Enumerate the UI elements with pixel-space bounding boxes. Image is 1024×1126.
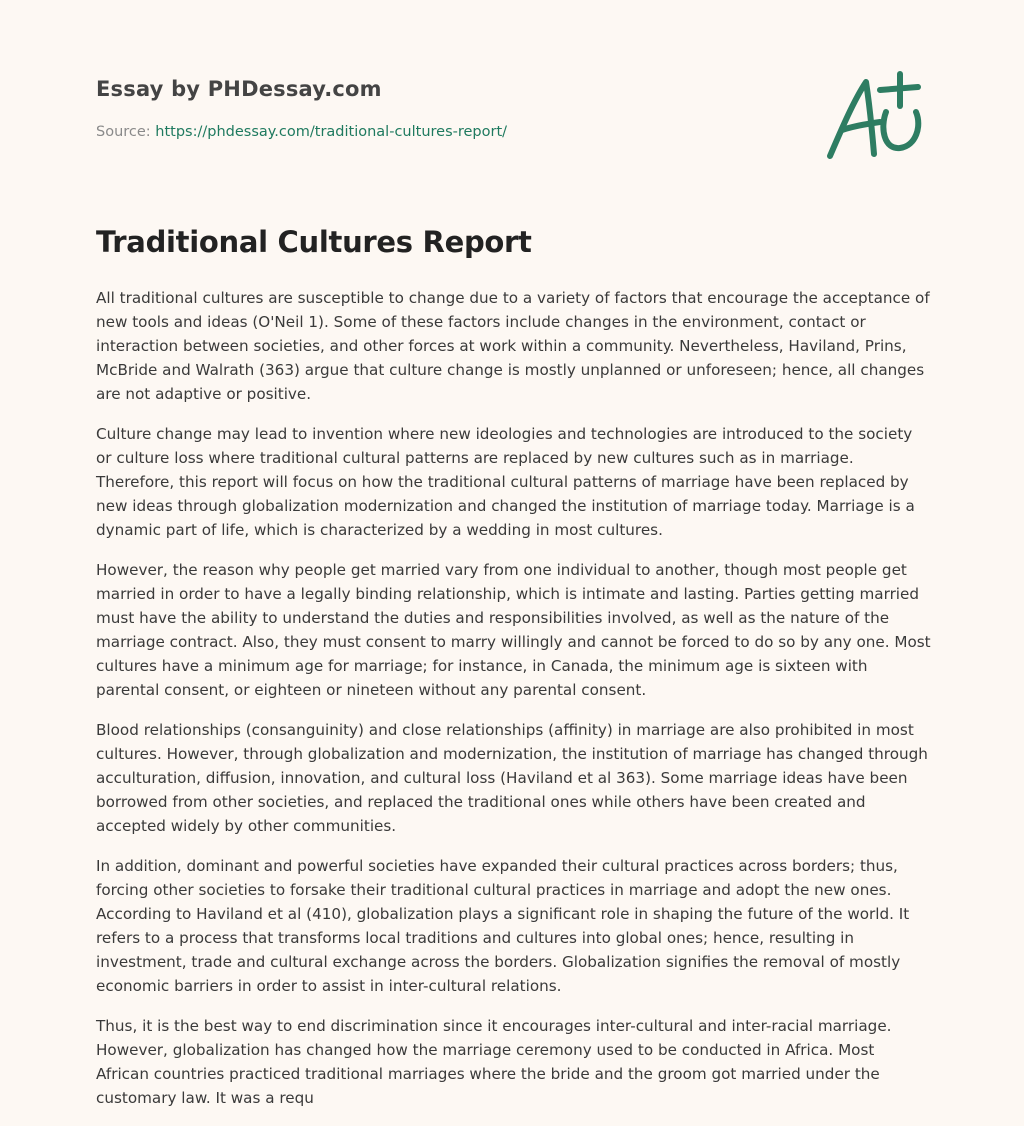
- essay-paragraph: Thus, it is the best way to end discrimination since it encourages inter-cultural and inter-racial marriage. However, globalization has changed how the marriage ceremony used to be conducted in Africa. Most African countries practiced traditional marriages where the bride and the groom got married under the customary law. It was a requ: [96, 1017, 892, 1107]
- source-link[interactable]: https://phdessay.com/traditional-cultures-report/: [155, 124, 508, 140]
- essay-paragraph: All traditional cultures are susceptible to change due to a variety of factors that encourage the acceptance of new tools and ideas (O'Neil 1). Some of these factors include changes in the environment, contact or interaction between societies, and other forces at work within a community. Nevertheless, Haviland, Prins, McBride and Walrath (363) argue that culture change is mostly unplanned or unforeseen; hence, all changes are not adaptive or positive.: [96, 289, 930, 403]
- a-plus-grade-icon: [820, 68, 930, 168]
- source-line: [96, 124, 507, 140]
- brand-title: Essay by PHDessay.com: [96, 77, 382, 101]
- essay-paragraph: Blood relationships (consanguinity) and close relationships (affinity) in marriage are also prohibited in most cultures. However, through globalization and modernization, the institution of marriage has changed through acculturation, diffusion, innovation, and cultural loss (Haviland et al 363). Some marriage ideas have been borrowed from other societies, and replaced the traditional ones while others have been created and accepted widely by other communities.: [96, 721, 928, 835]
- essay-paragraph: Culture change may lead to invention where new ideologies and technologies are introduced to the society or culture loss where traditional cultural patterns are replaced by new cultures such as in marriage. Therefore, this report will focus on how the traditional cultural patterns of marriage have been replaced by new ideas through globalization modernization and changed the institution of marriage today. Marriage is a dynamic part of life, which is characterized by a wedding in most cultures.: [96, 425, 915, 539]
- source-label: Source:: [96, 124, 151, 140]
- essay-title: Traditional Cultures Report: [96, 225, 532, 259]
- essay-paragraph: In addition, dominant and powerful societies have expanded their cultural practices across borders; thus, forcing other societies to forsake their traditional cultural practices in marriage and adopt the new ones. According to Haviland et al (410), globalization plays a significant role in shaping the future of the world. It refers to a process that transforms local traditions and cultures into global ones; hence, resulting in investment, trade and cultural exchange across the borders. Globalization signifies the removal of mostly economic barriers in order to assist in inter-cultural relations.: [96, 857, 910, 995]
- essay-body: [96, 286, 932, 1126]
- essay-paragraph: However, the reason why people get married vary from one individual to another, though most people get married in order to have a legally binding relationship, which is intimate and lasting. Parties getting married must have the ability to understand the duties and responsibilities involved, as well as the nature of the marriage contract. Also, they must consent to marry willingly and cannot be forced to do so by any one. Most cultures have a minimum age for marriage; for instance, in Canada, the minimum age is sixteen with parental consent, or eighteen or nineteen without any parental consent.: [96, 561, 931, 699]
